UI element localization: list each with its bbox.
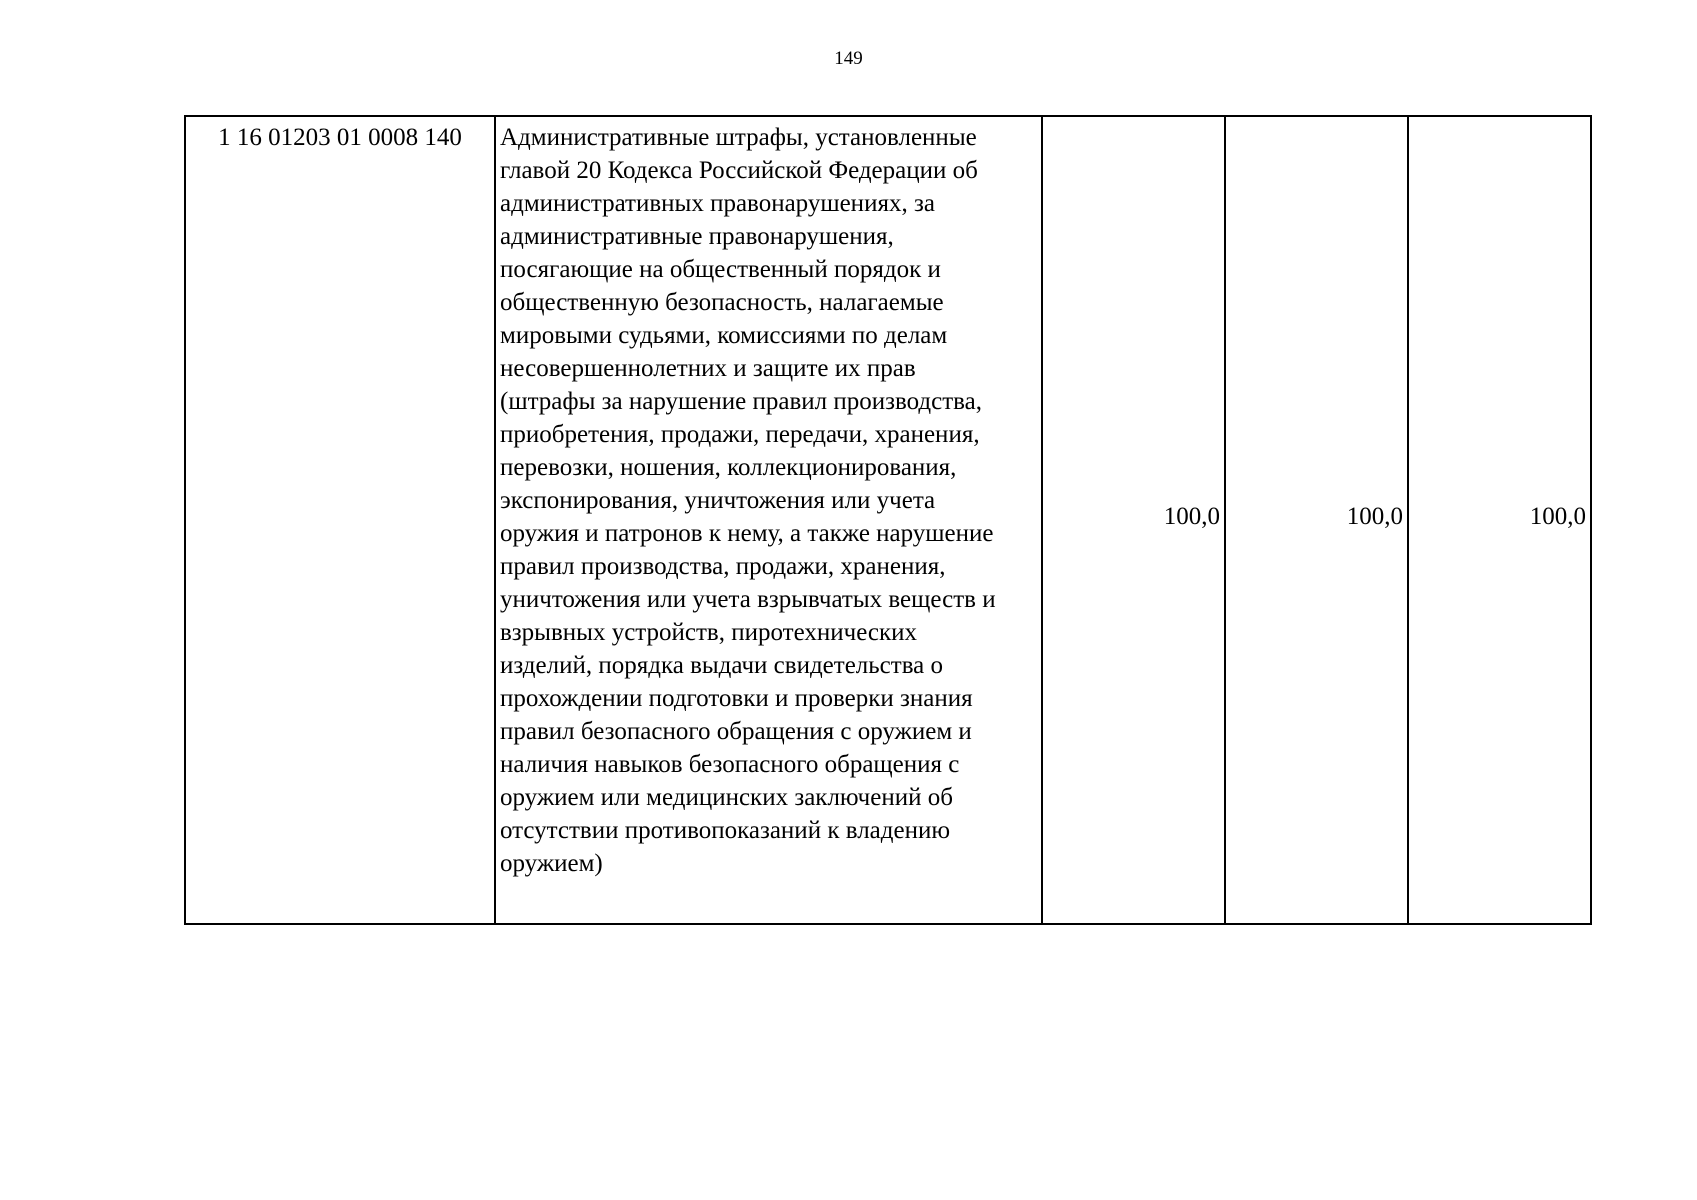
revenue-name-line: (штрафы за нарушение правил производства, — [500, 388, 982, 415]
revenue-name-line: перевозки, ношения, коллекционирования, — [500, 454, 957, 481]
revenue-name-line: оружием) — [500, 850, 603, 877]
revenue-name-line: административные правонарушения, — [500, 223, 894, 250]
revenue-name-line: взрывных устройств, пиротехнических — [500, 619, 918, 646]
revenue-name-line: экспонирования, уничтожения или учета — [500, 487, 936, 514]
amount-year-2: 100,0 — [1225, 116, 1408, 924]
revenue-name-line: посягающие на общественный порядок и — [500, 256, 941, 283]
revenue-name-line: главой 20 Кодекса Российской Федерации об — [500, 157, 978, 184]
amount-year-1: 100,0 — [1042, 116, 1225, 924]
revenue-name-line: оружия и патронов к нему, а также нарушение — [500, 520, 994, 547]
budget-classification-code: 1 16 01203 01 0008 140 — [185, 116, 495, 924]
revenue-name-line: прохождении подготовки и проверки знания — [500, 685, 973, 712]
revenue-name-line: Административные штрафы, установленные — [500, 124, 977, 151]
revenue-name-line: правил производства, продажи, хранения, — [500, 553, 946, 580]
revenue-name-line: наличия навыков безопасного обращения с — [500, 751, 960, 778]
revenue-name — [495, 116, 1042, 924]
revenue-name-line: оружием или медицинских заключений об — [500, 784, 953, 811]
revenue-name-line: изделий, порядка выдачи свидетельства о — [500, 652, 944, 679]
page-number: 149 — [834, 48, 863, 69]
amount-year-3: 100,0 — [1408, 116, 1591, 924]
revenue-name-line: отсутствии противопоказаний к владению — [500, 817, 951, 844]
revenue-name-line: правил безопасного обращения с оружием и — [500, 718, 972, 745]
revenue-name-line: общественную безопасность, налагаемые — [500, 289, 944, 316]
table-row — [185, 116, 1591, 924]
budget-table — [184, 115, 1592, 925]
revenue-name-line: мировыми судьями, комиссиями по делам — [500, 322, 948, 349]
revenue-name-line: уничтожения или учета взрывчатых веществ и — [500, 586, 996, 613]
revenue-name-line: несовершеннолетних и защите их прав — [500, 355, 916, 382]
revenue-name-line: приобретения, продажи, передачи, хранения, — [500, 421, 980, 448]
revenue-name-line: административных правонарушениях, за — [500, 190, 935, 217]
